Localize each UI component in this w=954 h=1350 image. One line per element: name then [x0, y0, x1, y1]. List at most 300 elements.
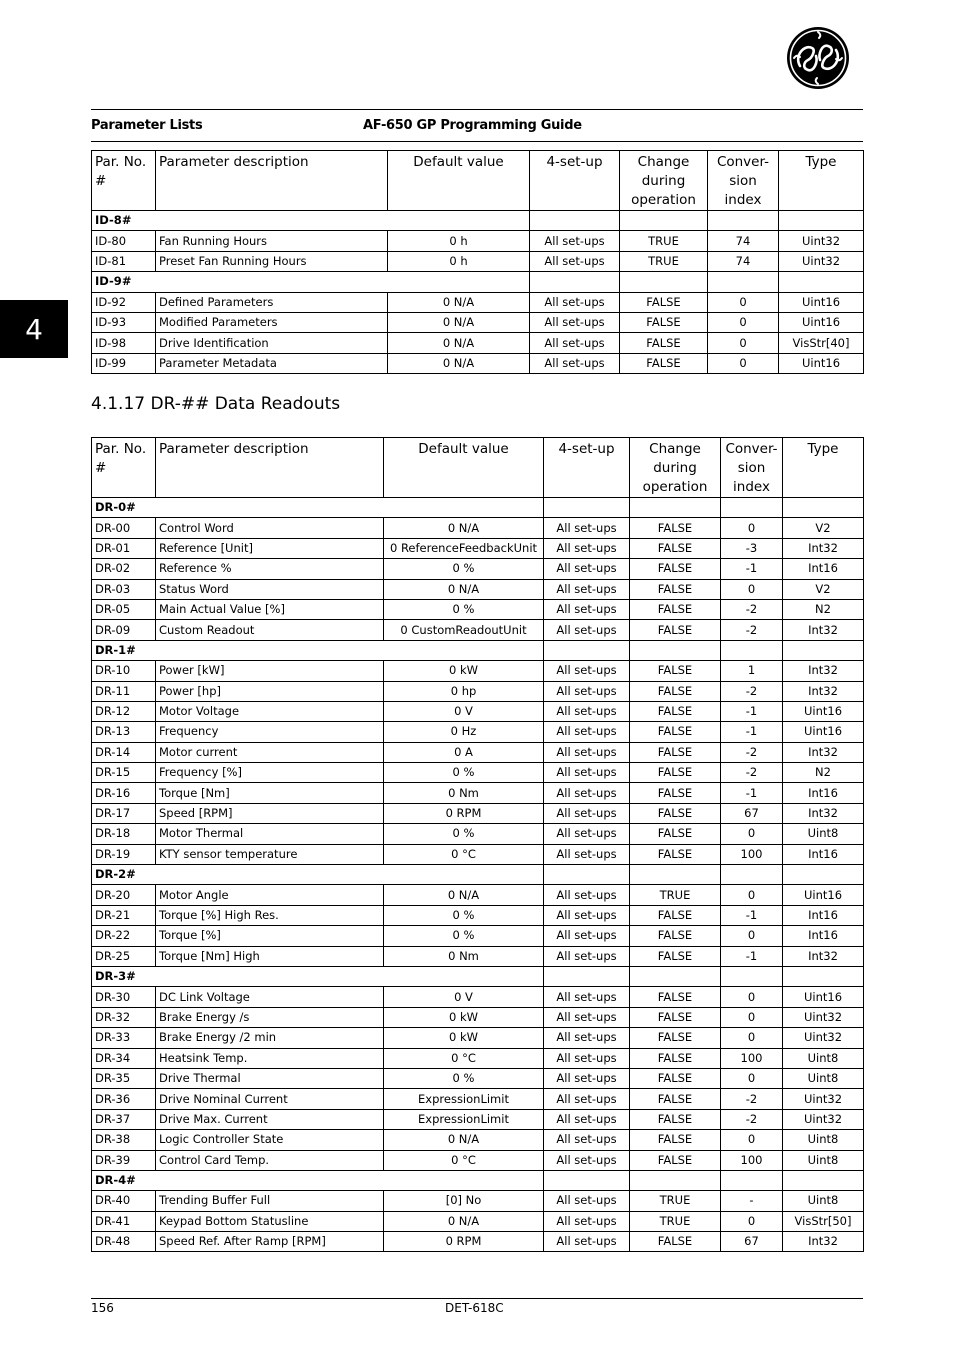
type-cell: Int16 — [783, 559, 864, 579]
type-cell: Int32 — [783, 803, 864, 823]
group-label: DR-3# — [92, 966, 544, 986]
change-cell: FALSE — [630, 518, 721, 538]
change-cell: FALSE — [630, 905, 721, 925]
set-up-cell: All set-ups — [544, 579, 630, 599]
set-up-cell: All set-ups — [544, 1068, 630, 1088]
conversion-index-cell: 1 — [721, 661, 783, 681]
default-value-cell: 0 N/A — [384, 518, 544, 538]
change-cell: FALSE — [630, 1150, 721, 1170]
default-value-cell: 0 % — [384, 1068, 544, 1088]
par-no-cell: DR-30 — [92, 987, 156, 1007]
description-cell: Parameter Metadata — [156, 353, 388, 373]
set-up-cell: All set-ups — [544, 1028, 630, 1048]
table-row — [92, 1232, 864, 1252]
change-cell: FALSE — [630, 538, 721, 558]
par-no-cell: DR-12 — [92, 701, 156, 721]
col-conversion-index: Conver-sion index — [708, 151, 779, 211]
description-cell: Status Word — [156, 579, 384, 599]
table-row — [92, 1089, 864, 1109]
conversion-index-cell: -3 — [721, 538, 783, 558]
conversion-index-cell: 0 — [708, 292, 779, 312]
table-row — [92, 1048, 864, 1068]
table-row — [92, 824, 864, 844]
default-value-cell: 0 N/A — [388, 312, 530, 332]
change-cell: TRUE — [630, 1211, 721, 1231]
conversion-index-cell: -1 — [721, 905, 783, 925]
group-label: ID-9# — [92, 272, 530, 292]
set-up-cell: All set-ups — [544, 783, 630, 803]
type-cell: Int32 — [783, 1232, 864, 1252]
default-value-cell: 0 % — [384, 926, 544, 946]
description-cell: Reference [Unit] — [156, 538, 384, 558]
default-value-cell: 0 kW — [384, 1007, 544, 1027]
description-cell: Control Word — [156, 518, 384, 538]
default-value-cell: 0 kW — [384, 1028, 544, 1048]
description-cell: Keypad Bottom Statusline — [156, 1211, 384, 1231]
group-row — [92, 272, 864, 292]
default-value-cell: 0 V — [384, 701, 544, 721]
type-cell: Int16 — [783, 783, 864, 803]
dr-parameter-table — [91, 437, 864, 1252]
default-value-cell: 0 A — [384, 742, 544, 762]
group-row — [92, 865, 864, 885]
par-no-cell: DR-13 — [92, 722, 156, 742]
par-no-cell: DR-38 — [92, 1130, 156, 1150]
change-cell: FALSE — [620, 312, 708, 332]
par-no-cell: DR-01 — [92, 538, 156, 558]
description-cell: Trending Buffer Full — [156, 1191, 384, 1211]
table-row — [92, 1007, 864, 1027]
col-conversion-index: Conver-sion index — [721, 438, 783, 498]
description-cell: Modified Parameters — [156, 312, 388, 332]
chapter-tab: 4 — [0, 300, 68, 358]
empty-cell — [721, 1170, 783, 1190]
group-label: DR-2# — [92, 865, 544, 885]
table-row — [92, 742, 864, 762]
type-cell: Int32 — [783, 946, 864, 966]
type-cell: Uint8 — [783, 1130, 864, 1150]
table-row — [92, 1191, 864, 1211]
type-cell: N2 — [783, 763, 864, 783]
set-up-cell: All set-ups — [530, 353, 620, 373]
par-no-cell: DR-34 — [92, 1048, 156, 1068]
type-cell: V2 — [783, 579, 864, 599]
table-row — [92, 312, 864, 332]
par-no-cell: DR-16 — [92, 783, 156, 803]
type-cell: Uint16 — [783, 722, 864, 742]
conversion-index-cell: 0 — [708, 312, 779, 332]
par-no-cell: DR-37 — [92, 1109, 156, 1129]
set-up-cell: All set-ups — [530, 251, 620, 271]
conversion-index-cell: 100 — [721, 1150, 783, 1170]
table-row — [92, 559, 864, 579]
type-cell: Uint8 — [783, 1191, 864, 1211]
description-cell: KTY sensor temperature — [156, 844, 384, 864]
conversion-index-cell: 0 — [721, 1068, 783, 1088]
change-cell: FALSE — [630, 763, 721, 783]
type-cell: Uint32 — [783, 1028, 864, 1048]
set-up-cell: All set-ups — [530, 231, 620, 251]
conversion-index-cell: -1 — [721, 701, 783, 721]
par-no-cell: DR-09 — [92, 620, 156, 640]
default-value-cell: 0 N/A — [384, 579, 544, 599]
type-cell: Uint32 — [783, 1007, 864, 1027]
default-value-cell: 0 h — [388, 231, 530, 251]
change-cell: FALSE — [630, 987, 721, 1007]
table-row — [92, 926, 864, 946]
set-up-cell: All set-ups — [544, 803, 630, 823]
change-cell: FALSE — [630, 1068, 721, 1088]
default-value-cell: 0 RPM — [384, 1232, 544, 1252]
conversion-index-cell: -2 — [721, 620, 783, 640]
description-cell: Preset Fan Running Hours — [156, 251, 388, 271]
conversion-index-cell: 0 — [721, 926, 783, 946]
default-value-cell: 0 h — [388, 251, 530, 271]
par-no-cell: ID-98 — [92, 333, 156, 353]
description-cell: Brake Energy /s — [156, 1007, 384, 1027]
par-no-cell: DR-02 — [92, 559, 156, 579]
conversion-index-cell: 0 — [708, 333, 779, 353]
set-up-cell: All set-ups — [544, 946, 630, 966]
set-up-cell: All set-ups — [544, 844, 630, 864]
group-row — [92, 498, 864, 518]
empty-cell — [630, 865, 721, 885]
conversion-index-cell: 0 — [708, 353, 779, 373]
header-section-title: Parameter Lists — [91, 118, 203, 133]
default-value-cell: 0 % — [384, 763, 544, 783]
default-value-cell: 0 Nm — [384, 946, 544, 966]
col-par-no: Par. No. # — [92, 151, 156, 211]
col-default-value: Default value — [384, 438, 544, 498]
par-no-cell: DR-20 — [92, 885, 156, 905]
set-up-cell: All set-ups — [544, 1211, 630, 1231]
par-no-cell: ID-80 — [92, 231, 156, 251]
default-value-cell: [0] No — [384, 1191, 544, 1211]
section-title: 4.1.17 DR-## Data Readouts — [91, 394, 341, 414]
set-up-cell: All set-ups — [544, 1232, 630, 1252]
conversion-index-cell: 74 — [708, 231, 779, 251]
table-row — [92, 251, 864, 271]
type-cell: Int16 — [783, 926, 864, 946]
conversion-index-cell: -2 — [721, 681, 783, 701]
set-up-cell: All set-ups — [544, 926, 630, 946]
table-row — [92, 231, 864, 251]
header-bottom-rule — [91, 141, 863, 142]
type-cell: Int32 — [783, 661, 864, 681]
description-cell: Frequency [%] — [156, 763, 384, 783]
description-cell: Power [kW] — [156, 661, 384, 681]
par-no-cell: DR-48 — [92, 1232, 156, 1252]
empty-cell — [721, 640, 783, 660]
default-value-cell: 0 % — [384, 559, 544, 579]
change-cell: FALSE — [630, 946, 721, 966]
empty-cell — [708, 211, 779, 231]
header-guide-title: AF-650 GP Programming Guide — [363, 118, 582, 133]
change-cell: FALSE — [630, 783, 721, 803]
col-4-set-up: 4-set-up — [530, 151, 620, 211]
default-value-cell: 0 °C — [384, 1150, 544, 1170]
page-number: 156 — [91, 1301, 114, 1315]
col-4-set-up: 4-set-up — [544, 438, 630, 498]
empty-cell — [630, 966, 721, 986]
conversion-index-cell: -1 — [721, 722, 783, 742]
empty-cell — [783, 498, 864, 518]
set-up-cell: All set-ups — [544, 518, 630, 538]
table-row — [92, 783, 864, 803]
default-value-cell: 0 % — [384, 599, 544, 619]
default-value-cell: 0 CustomReadoutUnit — [384, 620, 544, 640]
set-up-cell: All set-ups — [544, 1089, 630, 1109]
set-up-cell: All set-ups — [544, 742, 630, 762]
empty-cell — [721, 966, 783, 986]
table-row — [92, 681, 864, 701]
set-up-cell: All set-ups — [530, 292, 620, 312]
change-cell: TRUE — [620, 231, 708, 251]
change-cell: FALSE — [630, 742, 721, 762]
conversion-index-cell: -2 — [721, 1089, 783, 1109]
description-cell: Main Actual Value [%] — [156, 599, 384, 619]
conversion-index-cell: -1 — [721, 946, 783, 966]
default-value-cell: 0 % — [384, 824, 544, 844]
default-value-cell: 0 hp — [384, 681, 544, 701]
change-cell: FALSE — [620, 292, 708, 312]
group-label: DR-0# — [92, 498, 544, 518]
table-row — [92, 1211, 864, 1231]
par-no-cell: ID-99 — [92, 353, 156, 373]
par-no-cell: DR-22 — [92, 926, 156, 946]
default-value-cell: 0 ReferenceFeedbackUnit — [384, 538, 544, 558]
par-no-cell: DR-39 — [92, 1150, 156, 1170]
change-cell: TRUE — [630, 885, 721, 905]
par-no-cell: DR-14 — [92, 742, 156, 762]
type-cell: Uint32 — [779, 251, 864, 271]
table-row — [92, 722, 864, 742]
type-cell: Int32 — [783, 538, 864, 558]
conversion-index-cell: 67 — [721, 803, 783, 823]
ge-logo-icon — [786, 26, 850, 90]
table-row — [92, 987, 864, 1007]
table-row — [92, 579, 864, 599]
empty-cell — [779, 272, 864, 292]
description-cell: Drive Nominal Current — [156, 1089, 384, 1109]
table-row — [92, 599, 864, 619]
type-cell: Uint16 — [779, 353, 864, 373]
empty-cell — [620, 211, 708, 231]
type-cell: Int32 — [783, 681, 864, 701]
set-up-cell: All set-ups — [544, 763, 630, 783]
set-up-cell: All set-ups — [544, 885, 630, 905]
description-cell: Logic Controller State — [156, 1130, 384, 1150]
type-cell: N2 — [783, 599, 864, 619]
conversion-index-cell: -2 — [721, 763, 783, 783]
change-cell: FALSE — [630, 681, 721, 701]
conversion-index-cell: -1 — [721, 559, 783, 579]
par-no-cell: DR-36 — [92, 1089, 156, 1109]
description-cell: Fan Running Hours — [156, 231, 388, 251]
empty-cell — [783, 865, 864, 885]
table-row — [92, 518, 864, 538]
set-up-cell: All set-ups — [544, 538, 630, 558]
change-cell: FALSE — [630, 1048, 721, 1068]
par-no-cell: ID-81 — [92, 251, 156, 271]
group-row — [92, 211, 864, 231]
default-value-cell: 0 % — [384, 905, 544, 925]
description-cell: Motor current — [156, 742, 384, 762]
change-cell: FALSE — [630, 1089, 721, 1109]
description-cell: Heatsink Temp. — [156, 1048, 384, 1068]
par-no-cell: ID-93 — [92, 312, 156, 332]
change-cell: FALSE — [630, 824, 721, 844]
empty-cell — [783, 966, 864, 986]
par-no-cell: DR-17 — [92, 803, 156, 823]
table-row — [92, 353, 864, 373]
table-row — [92, 946, 864, 966]
set-up-cell: All set-ups — [544, 1048, 630, 1068]
conversion-index-cell: 0 — [721, 824, 783, 844]
par-no-cell: DR-40 — [92, 1191, 156, 1211]
conversion-index-cell: -2 — [721, 599, 783, 619]
change-cell: FALSE — [630, 599, 721, 619]
description-cell: DC Link Voltage — [156, 987, 384, 1007]
group-row — [92, 1170, 864, 1190]
par-no-cell: DR-03 — [92, 579, 156, 599]
conversion-index-cell: 0 — [721, 1007, 783, 1027]
par-no-cell: DR-18 — [92, 824, 156, 844]
default-value-cell: 0 kW — [384, 661, 544, 681]
footer-rule — [91, 1298, 863, 1299]
set-up-cell: All set-ups — [544, 1109, 630, 1129]
table-row — [92, 1150, 864, 1170]
table-row — [92, 333, 864, 353]
group-label: DR-4# — [92, 1170, 544, 1190]
conversion-index-cell: -2 — [721, 742, 783, 762]
set-up-cell: All set-ups — [544, 599, 630, 619]
par-no-cell: DR-35 — [92, 1068, 156, 1088]
description-cell: Speed Ref. After Ramp [RPM] — [156, 1232, 384, 1252]
par-no-cell: DR-21 — [92, 905, 156, 925]
table-row — [92, 1130, 864, 1150]
default-value-cell: 0 N/A — [384, 1211, 544, 1231]
change-cell: FALSE — [630, 1007, 721, 1027]
change-cell: FALSE — [630, 661, 721, 681]
default-value-cell: 0 RPM — [384, 803, 544, 823]
empty-cell — [721, 498, 783, 518]
change-cell: FALSE — [630, 1109, 721, 1129]
empty-cell — [779, 211, 864, 231]
description-cell: Frequency — [156, 722, 384, 742]
type-cell: VisStr[40] — [779, 333, 864, 353]
col-type: Type — [783, 438, 864, 498]
empty-cell — [530, 272, 620, 292]
change-cell: FALSE — [630, 1130, 721, 1150]
type-cell: Int16 — [783, 844, 864, 864]
type-cell: Int32 — [783, 620, 864, 640]
empty-cell — [783, 640, 864, 660]
default-value-cell: 0 Hz — [384, 722, 544, 742]
empty-cell — [783, 1170, 864, 1190]
empty-cell — [630, 1170, 721, 1190]
conversion-index-cell: 0 — [721, 1211, 783, 1231]
description-cell: Custom Readout — [156, 620, 384, 640]
change-cell: TRUE — [630, 1191, 721, 1211]
table-row — [92, 885, 864, 905]
description-cell: Torque [%] High Res. — [156, 905, 384, 925]
type-cell: Int32 — [783, 742, 864, 762]
conversion-index-cell: 0 — [721, 1028, 783, 1048]
change-cell: FALSE — [630, 559, 721, 579]
table-row — [92, 538, 864, 558]
change-cell: FALSE — [630, 926, 721, 946]
set-up-cell: All set-ups — [544, 661, 630, 681]
default-value-cell: 0 N/A — [384, 1130, 544, 1150]
empty-cell — [544, 1170, 630, 1190]
conversion-index-cell: - — [721, 1191, 783, 1211]
par-no-cell: DR-11 — [92, 681, 156, 701]
empty-cell — [620, 272, 708, 292]
par-no-cell: DR-05 — [92, 599, 156, 619]
description-cell: Motor Voltage — [156, 701, 384, 721]
empty-cell — [630, 640, 721, 660]
change-cell: TRUE — [620, 251, 708, 271]
type-cell: Uint16 — [783, 987, 864, 1007]
par-no-cell: DR-10 — [92, 661, 156, 681]
default-value-cell: 0 °C — [384, 844, 544, 864]
table-row — [92, 1028, 864, 1048]
set-up-cell: All set-ups — [544, 1150, 630, 1170]
default-value-cell: ExpressionLimit — [384, 1109, 544, 1129]
conversion-index-cell: 0 — [721, 987, 783, 1007]
par-no-cell: DR-25 — [92, 946, 156, 966]
default-value-cell: 0 Nm — [384, 783, 544, 803]
change-cell: FALSE — [630, 844, 721, 864]
set-up-cell: All set-ups — [544, 824, 630, 844]
col-par-no: Par. No. # — [92, 438, 156, 498]
description-cell: Motor Thermal — [156, 824, 384, 844]
par-no-cell: DR-15 — [92, 763, 156, 783]
default-value-cell: 0 N/A — [388, 353, 530, 373]
description-cell: Drive Max. Current — [156, 1109, 384, 1129]
table-row — [92, 1068, 864, 1088]
set-up-cell: All set-ups — [544, 1007, 630, 1027]
document-id: DET-618C — [445, 1301, 504, 1315]
change-cell: FALSE — [630, 579, 721, 599]
description-cell: Power [hp] — [156, 681, 384, 701]
conversion-index-cell: 100 — [721, 844, 783, 864]
empty-cell — [544, 640, 630, 660]
description-cell: Reference % — [156, 559, 384, 579]
table-row — [92, 620, 864, 640]
par-no-cell: DR-41 — [92, 1211, 156, 1231]
empty-cell — [630, 498, 721, 518]
set-up-cell: All set-ups — [544, 1130, 630, 1150]
empty-cell — [530, 211, 620, 231]
col-type: Type — [779, 151, 864, 211]
table-row — [92, 292, 864, 312]
change-cell: FALSE — [630, 722, 721, 742]
description-cell: Torque [Nm] High — [156, 946, 384, 966]
type-cell: Int16 — [783, 905, 864, 925]
conversion-index-cell: -2 — [721, 1109, 783, 1129]
group-label: DR-1# — [92, 640, 544, 660]
header-top-rule — [91, 109, 863, 110]
change-cell: FALSE — [630, 701, 721, 721]
default-value-cell: 0 N/A — [388, 292, 530, 312]
default-value-cell: 0 N/A — [388, 333, 530, 353]
conversion-index-cell: 0 — [721, 885, 783, 905]
type-cell: Uint8 — [783, 1048, 864, 1068]
conversion-index-cell: 0 — [721, 1130, 783, 1150]
table-row — [92, 803, 864, 823]
